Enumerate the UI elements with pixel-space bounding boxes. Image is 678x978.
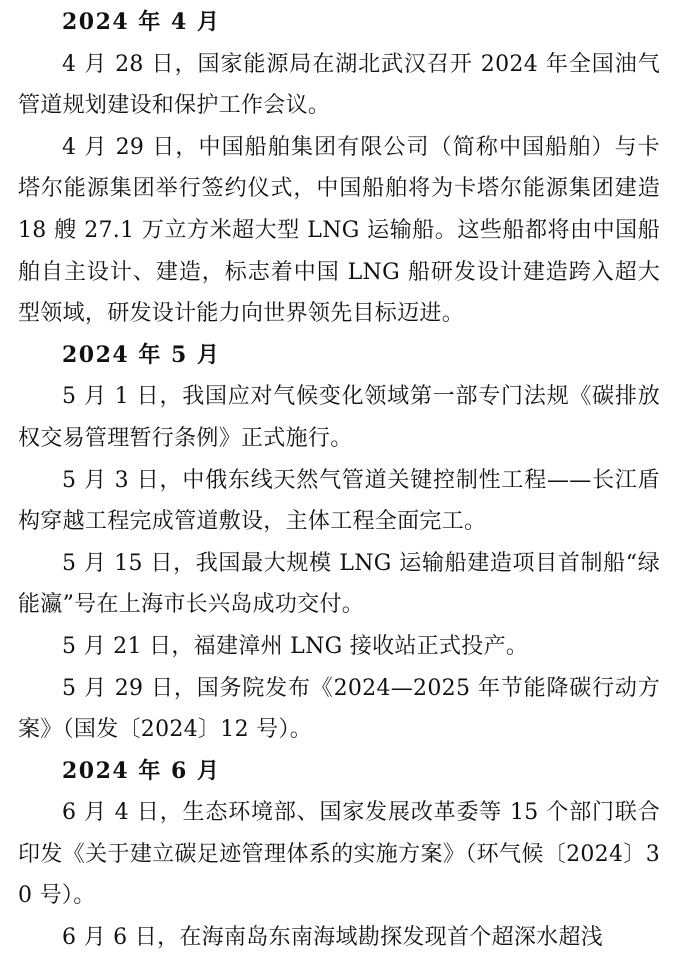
chronicle-entry: 5 月 1 日，我国应对气候变化领域第一部专门法规《碳排放权交易管理暂行条例》正式施行。 [18,384,660,451]
chronicle-entry: 4 月 29 日，中国船舶集团有限公司（简称中国船舶）与卡塔尔能源集团举行签约仪式，中国船舶将为卡塔尔能源集团建造 18 艘 27.1 万立方米超大型 LNG 运输船。这些船都将由中国船舶自主设计、建造，标志着中国 LNG 船研发设计建造跨入超大型领域，研发设计能力向世界领先目标迈进。 [18,134,660,327]
chronicle-entry: 4 月 28 日，国家能源局在湖北武汉召开 2024 年全国油气管道规划建设和保护工作会议。 [18,51,660,119]
month-section-june [18,751,660,959]
chronicle-entry: 5 月 15 日，我国最大规模 LNG 运输船建造项目首制船“绿能瀛”号在上海市长兴岛成功交付。 [18,550,660,618]
month-section-may [18,335,660,751]
month-heading: 2024 年 5 月 [62,341,221,368]
chronicle-entry: 6 月 6 日，在海南岛东南海域勘探发现首个超深水超浅 [62,925,604,951]
month-heading: 2024 年 4 月 [62,9,221,35]
month-heading: 2024 年 6 月 [62,757,221,784]
month-section-april [18,2,660,335]
document-page [18,2,660,959]
chronicle-entry: 5 月 29 日，国务院发布《2024—2025 年节能降碳行动方案》（国发〔2024〕12 号）。 [18,675,660,743]
chronicle-entry: 5 月 21 日，福建漳州 LNG 接收站正式投产。 [62,633,529,659]
chronicle-entry: 6 月 4 日，生态环境部、国家发展改革委等 15 个部门联合印发《关于建立碳足迹管理体系的实施方案》（环气候〔2024〕30 号）。 [18,800,660,909]
chronicle-entry: 5 月 3 日，中俄东线天然气管道关键控制性工程——长江盾构穿越工程完成管道敷设，主体工程全面完工。 [18,467,660,535]
